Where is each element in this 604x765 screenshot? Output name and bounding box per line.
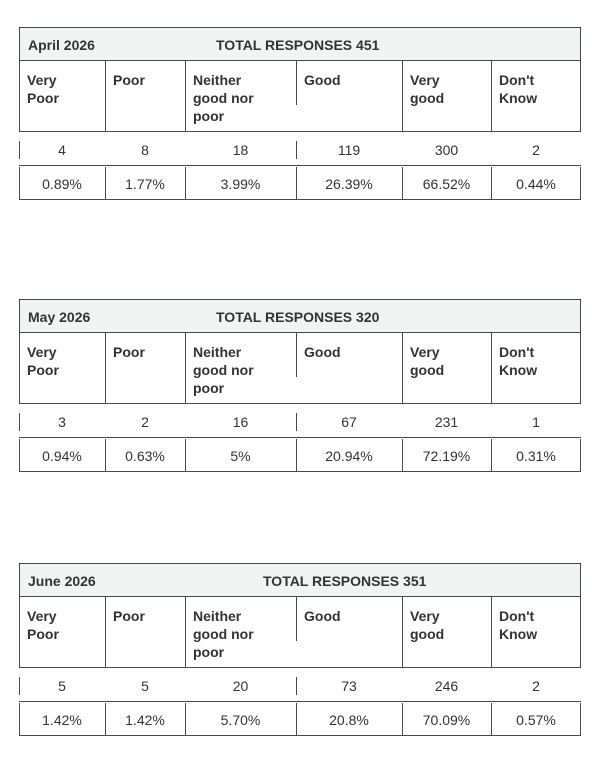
table-left-border	[19, 333, 20, 403]
category-heading	[410, 607, 487, 643]
category-heading-line: good	[410, 626, 445, 642]
category-heading	[113, 71, 181, 89]
response-percent: 0.94%	[42, 448, 82, 464]
category-heading-line: Very	[27, 72, 57, 88]
category-heading-line: Poor	[27, 90, 59, 106]
response-count: 2	[532, 678, 540, 694]
table-right-border	[580, 61, 581, 131]
response-percent: 1.42%	[42, 712, 82, 728]
category-heading-line: poor	[193, 108, 225, 124]
column-divider	[491, 61, 492, 131]
category-heading-line: Poor	[113, 608, 145, 624]
category-heading	[499, 343, 577, 379]
response-count: 5	[141, 678, 149, 694]
category-heading	[27, 607, 101, 643]
row-divider	[19, 471, 581, 472]
category-heading-line: poor	[193, 644, 225, 660]
response-count: 2	[532, 142, 540, 158]
category-heading	[27, 343, 101, 379]
column-divider	[296, 597, 297, 641]
total-responses-label: TOTAL RESPONSES 320	[216, 309, 380, 325]
response-count: 1	[532, 414, 540, 430]
category-heading-line: Good	[304, 608, 341, 624]
column-divider	[185, 333, 186, 403]
response-percent: 0.63%	[125, 448, 165, 464]
response-percent: 1.42%	[125, 712, 165, 728]
category-heading-line: Poor	[113, 344, 145, 360]
response-percent: 26.39%	[325, 176, 373, 192]
response-count: 18	[232, 142, 249, 158]
month-label: June 2026	[28, 573, 96, 589]
response-percent: 20.94%	[325, 448, 373, 464]
category-heading-line: Know	[499, 626, 538, 642]
category-heading-line: Neither	[193, 72, 242, 88]
category-heading	[499, 71, 577, 107]
category-heading-line: Know	[499, 362, 538, 378]
column-divider	[105, 61, 106, 131]
response-count: 3	[58, 414, 66, 430]
category-heading-line: Poor	[27, 626, 59, 642]
column-divider	[105, 597, 106, 667]
category-heading-line: good	[410, 362, 445, 378]
column-divider	[185, 597, 186, 667]
category-heading	[410, 71, 487, 107]
category-heading-line: Neither	[193, 608, 242, 624]
response-percent: 0.89%	[42, 176, 82, 192]
response-count: 2	[141, 414, 149, 430]
category-heading-line: Don't	[499, 72, 535, 88]
response-count: 231	[434, 414, 459, 430]
row-divider	[19, 165, 581, 166]
response-percent: 0.31%	[516, 448, 556, 464]
table-right-border	[580, 597, 581, 667]
row-divider	[19, 199, 581, 200]
category-heading-line: Don't	[499, 344, 535, 360]
category-heading-line: good nor	[193, 362, 254, 378]
category-heading-line: Very	[27, 608, 57, 624]
response-count: 73	[341, 678, 357, 694]
response-percent: 0.44%	[516, 176, 556, 192]
response-percent: 5%	[230, 448, 251, 464]
category-heading-line: Very	[27, 344, 57, 360]
row-divider	[19, 701, 581, 702]
table-left-border	[19, 61, 20, 131]
response-percent: 3.99%	[220, 176, 261, 192]
category-heading-line: Poor	[113, 72, 145, 88]
category-heading-line: Good	[304, 344, 341, 360]
response-count: 300	[434, 142, 459, 158]
category-heading	[113, 343, 181, 361]
table-left-border	[19, 597, 20, 667]
category-heading-line: Very	[410, 344, 440, 360]
response-count: 4	[58, 142, 66, 158]
response-count: 119	[337, 142, 361, 158]
response-count: 20	[232, 678, 249, 694]
category-heading	[193, 607, 292, 661]
column-divider	[402, 61, 403, 131]
category-heading-line: Don't	[499, 608, 535, 624]
total-responses-label: TOTAL RESPONSES 451	[216, 37, 380, 53]
category-heading-line: Poor	[27, 362, 59, 378]
results-table	[19, 27, 581, 201]
response-percent: 0.57%	[516, 712, 556, 728]
results-table	[19, 563, 581, 737]
table-right-border	[580, 333, 581, 403]
response-count: 246	[434, 678, 459, 694]
category-heading-line: poor	[193, 380, 225, 396]
column-divider	[185, 61, 186, 131]
table-header-band	[19, 563, 581, 597]
column-divider	[105, 333, 106, 403]
category-heading-line: Very	[410, 72, 440, 88]
row-divider	[19, 403, 581, 404]
total-responses-label: TOTAL RESPONSES 351	[263, 573, 427, 589]
response-percent: 5.70%	[220, 712, 261, 728]
column-divider	[402, 333, 403, 403]
row-divider	[19, 131, 581, 132]
category-heading-line: good nor	[193, 90, 254, 106]
category-heading	[193, 71, 292, 125]
results-table	[19, 299, 581, 473]
response-count: 8	[141, 142, 149, 158]
category-heading-line: Very	[410, 608, 440, 624]
column-divider	[296, 333, 297, 377]
table-header-band	[19, 27, 581, 61]
response-percent: 1.77%	[125, 176, 165, 192]
category-heading	[304, 607, 398, 625]
category-heading-line: Neither	[193, 344, 242, 360]
category-heading	[499, 607, 577, 643]
column-divider	[491, 333, 492, 403]
category-heading	[27, 71, 101, 107]
category-heading-line: Know	[499, 90, 538, 106]
response-count: 16	[232, 414, 249, 430]
response-count: 67	[341, 414, 357, 430]
response-percent: 70.09%	[422, 712, 471, 728]
row-divider	[19, 437, 581, 438]
row-divider	[19, 667, 581, 668]
category-heading	[193, 343, 292, 397]
month-label: April 2026	[28, 37, 95, 53]
category-heading-line: good nor	[193, 626, 254, 642]
response-percent: 20.8%	[329, 712, 369, 728]
category-heading	[304, 71, 398, 89]
category-heading-line: Good	[304, 72, 341, 88]
category-heading	[410, 343, 487, 379]
column-divider	[402, 597, 403, 667]
response-percent: 72.19%	[422, 448, 471, 464]
response-percent: 66.52%	[422, 176, 471, 192]
category-heading-line: good	[410, 90, 445, 106]
row-divider	[19, 735, 581, 736]
table-header-band	[19, 299, 581, 333]
category-heading	[304, 343, 398, 361]
month-label: May 2026	[28, 309, 91, 325]
column-divider	[491, 597, 492, 667]
column-divider	[296, 61, 297, 105]
category-heading	[113, 607, 181, 625]
response-count: 5	[58, 678, 66, 694]
